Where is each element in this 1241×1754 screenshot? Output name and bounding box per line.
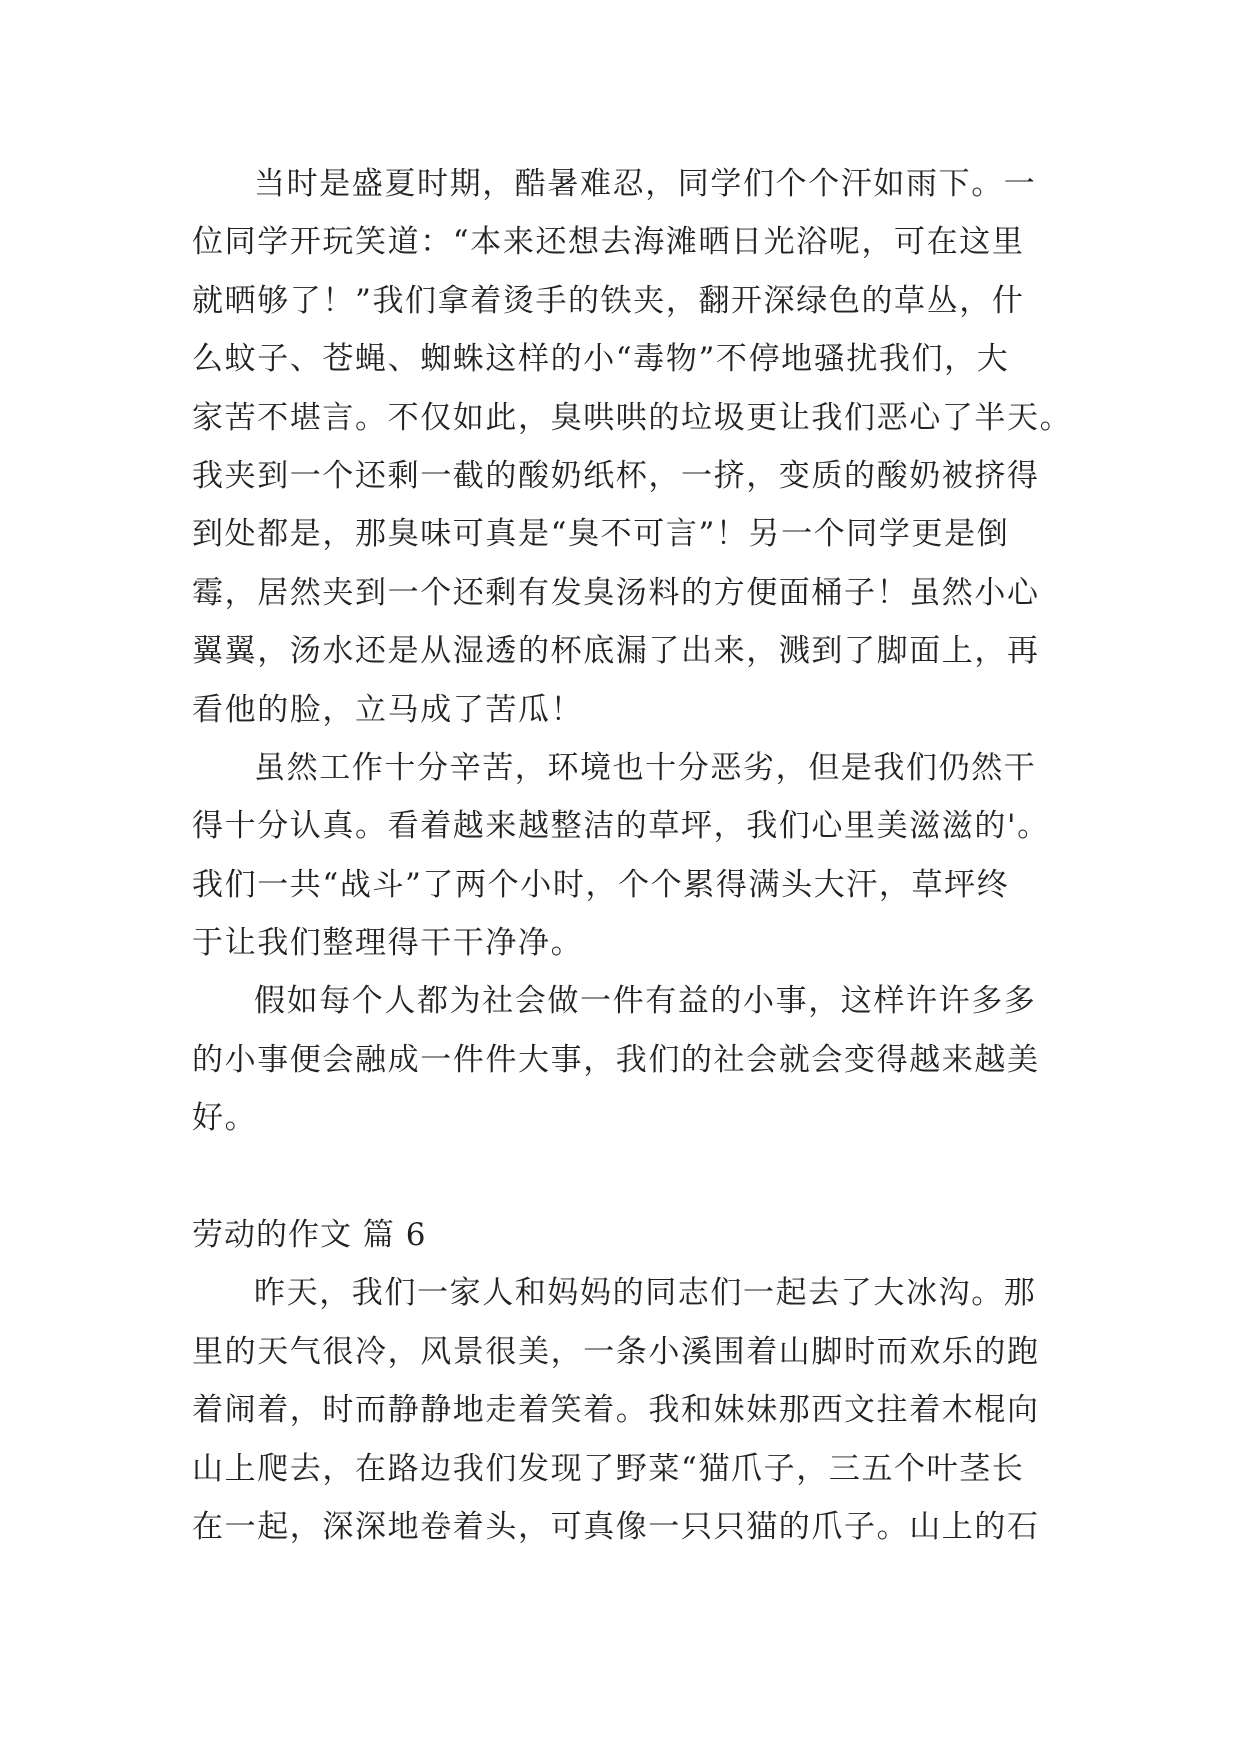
text-line: 昨天，我们一家人和妈妈的同志们一起去了大冰沟。那 [254,1275,1037,1312]
paragraph-4 [192,1264,1062,1556]
text-line: 假如每个人都为社会做一件有益的小事，这样许许多多 [254,983,1037,1020]
text-line: 位同学开玩笑道：“本来还想去海滩晒日光浴呢，可在这里 [192,224,1025,261]
paragraph-1 [192,155,1073,739]
text-line: 里的天气很冷，风景很美，一条小溪围着山脚时而欢乐的跑 [192,1333,1040,1370]
text-line: 家苦不堪言。不仅如此，臭哄哄的垃圾更让我们恶心了半天。 [192,399,1073,436]
text-line: 么蚊子、苍蝇、蜘蛛这样的小“毒物”不停地骚扰我们，大 [192,341,1010,378]
essay-body [192,155,1073,1556]
paragraph-spacer [192,1148,1062,1206]
text-line: 虽然工作十分辛苦，环境也十分恶劣，但是我们仍然干 [254,749,1037,786]
text-line: 着闹着，时而静静地走着笑着。我和妹妹那西文拄着木棍向 [192,1392,1040,1429]
text-line: 的小事便会融成一件件大事，我们的社会就会变得越来越美 [192,1041,1040,1078]
paragraph-3 [192,972,1062,1147]
text-line: 翼翼，汤水还是从湿透的杯底漏了出来，溅到了脚面上，再 [192,633,1040,670]
text-line: 看他的脸，立马成了苦瓜！ [192,691,584,728]
paragraph-2 [192,739,1062,973]
text-line: 于让我们整理得干干净净。 [192,925,584,962]
text-line: 我夹到一个还剩一截的酸奶纸杯，一挤，变质的酸奶被挤得 [192,457,1040,494]
text-line: 山上爬去，在路边我们发现了野菜“猫爪子，三五个叶茎长 [192,1450,1025,1487]
text-line: 当时是盛夏时期，酷暑难忍，同学们个个汗如雨下。一 [254,166,1037,202]
text-line: 就晒够了！”我们拿着烫手的铁夹，翻开深绿色的草丛，什 [192,282,1025,319]
text-line: 我们一共“战斗”了两个小时，个个累得满头大汗，草坪终 [192,866,1010,903]
text-line: 到处都是，那臭味可真是“臭不可言”！另一个同学更是倒 [192,516,1010,553]
section-heading: 劳动的作文 篇 6 [192,1217,427,1254]
text-line: 得十分认真。看着越来越整洁的草坪，我们心里美滋滋的'。 [192,808,1050,845]
text-line: 好。 [192,1100,258,1137]
text-line: 霉，居然夹到一个还剩有发臭汤料的方便面桶子！虽然小心 [192,574,1040,611]
text-line: 在一起，深深地卷着头，可真像一只只猫的爪子。山上的石 [192,1508,1040,1545]
